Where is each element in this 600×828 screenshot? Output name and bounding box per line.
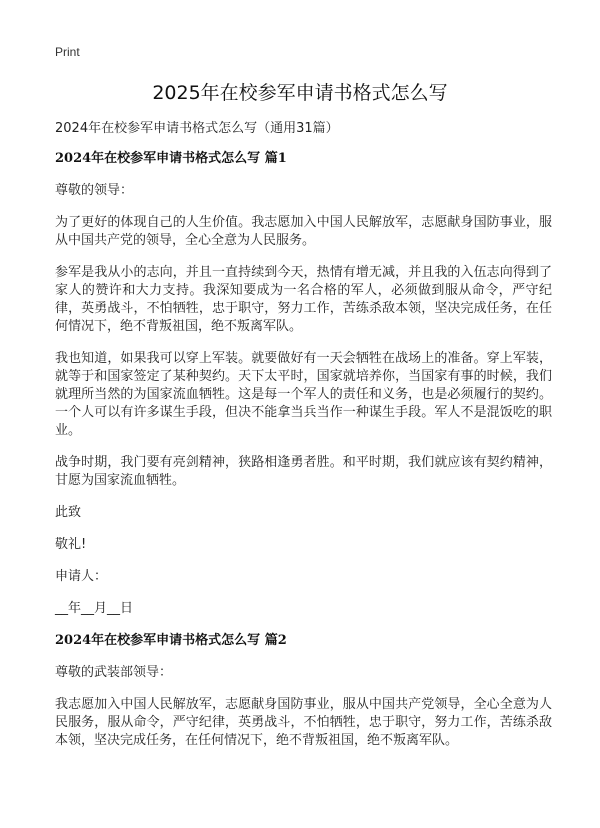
document-subtitle: 2024年在校参军申请书格式怎么写（通用31篇） <box>55 121 339 136</box>
salutation: 尊敬的领导： <box>55 183 134 198</box>
section-heading: 2024年在校参军申请书格式怎么写 篇1 <box>55 151 287 166</box>
document-title: 2025年在校参军申请书格式怎么写 <box>152 82 448 104</box>
salutation: 尊敬的武装部领导： <box>55 665 173 680</box>
closing-salute: 敬礼! <box>55 537 87 552</box>
print-link[interactable]: Print <box>55 45 80 59</box>
section-1 <box>55 150 552 618</box>
section-heading: 2024年在校参军申请书格式怎么写 篇2 <box>55 633 287 648</box>
closing-regards: 此致 <box>55 505 82 520</box>
date-line: __年__月__日 <box>55 601 134 616</box>
paragraph: 为了更好的体现自己的人生价值。我志愿加入中国人民解放军，志愿献身国防事业，服从中国共产党的领导，全心全意为人民服务。 <box>55 215 552 248</box>
paragraph: 参军是我从小的志向，并且一直持续到今天，热情有增无减，并且我的入伍志向得到了家人的赞许和大力支持。我深知要成为一名合格的军人，必须做到服从命令，严守纪律，英勇战斗，不怕牺牲，忠于职守，努力工作，苦练杀敌本领，坚决完成任务，在任何情况下，绝不背叛祖国，绝不叛离军队。 <box>55 265 552 334</box>
applicant-signature-line: 申请人： <box>55 569 108 584</box>
document-body <box>55 150 552 764</box>
paragraph: 战争时期，我门要有亮剑精神，狭路相逢勇者胜。和平时期，我们就应该有契约精神，甘愿为国家流血牺牲。 <box>55 455 552 488</box>
paragraph: 我也知道，如果我可以穿上军装。就要做好有一天会牺牲在战场上的准备。穿上军装，就等于和国家签定了某种契约。天下太平时，国家就培养你，当国家有事的时候，我们就理所当然的为国家流血牺牲。这是每一个军人的责任和义务，也是必须履行的契约。一个人可以有许多谋生手段，但决不能拿当兵当作一种谋生手段。军人不是混饭吃的职业。 <box>55 351 552 438</box>
section-2 <box>55 632 552 750</box>
paragraph: 我志愿加入中国人民解放军，志愿献身国防事业，服从中国共产党领导，全心全意为人民服务，服从命令，严守纪律，英勇战斗，不怕牺牲，忠于职守，努力工作，苦练杀敌本领，坚决完成任务，在任何情况下，绝不背叛祖国，绝不叛离军队。 <box>55 697 552 748</box>
